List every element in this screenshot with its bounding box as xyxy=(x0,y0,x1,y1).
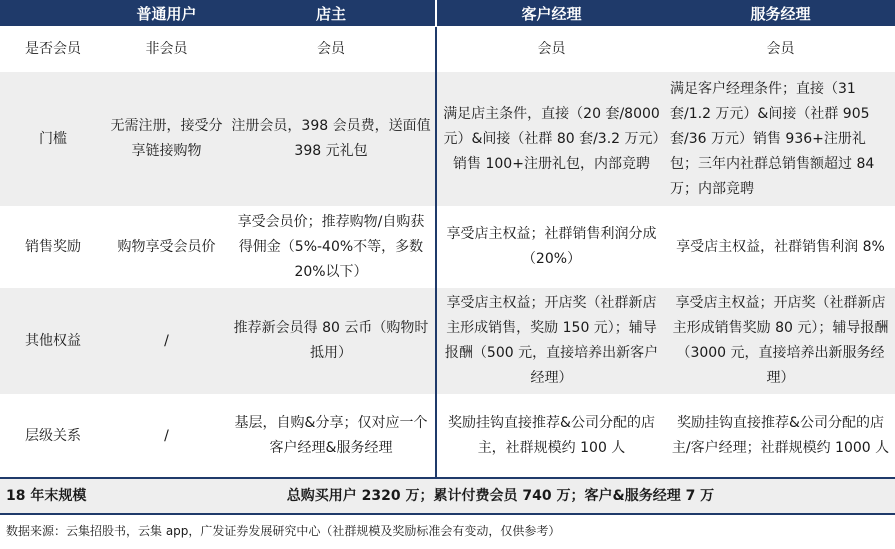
table-row xyxy=(0,72,895,207)
table-row xyxy=(0,288,895,395)
table-cell: 无需注册，接受分享链接购物 xyxy=(106,72,227,207)
header-row xyxy=(0,0,895,27)
table-cell: 享受店主权益；开店奖（社群新店主形成销售，奖励 150 元）；辅导报酬（500 元，直接培养出新客户经理） xyxy=(436,288,666,395)
table-cell: 享受店主权益；社群销售利润分成（20%） xyxy=(436,207,666,288)
header-empty xyxy=(0,0,106,27)
table-cell: 奖励挂钩直接推荐&公司分配的店主/客户经理；社群规模约 1000 人 xyxy=(666,395,895,479)
table-cell: 奖励挂钩直接推荐&公司分配的店主，社群规模约 100 人 xyxy=(436,395,666,479)
table-cell: 注册会员，398 会员费，送面值 398 元礼包 xyxy=(227,72,436,207)
row-label: 层级关系 xyxy=(0,395,106,479)
table-cell: / xyxy=(106,395,227,479)
table-cell: 非会员 xyxy=(106,27,227,72)
row-label: 其他权益 xyxy=(0,288,106,395)
header-regular-user: 普通用户 xyxy=(106,0,227,27)
header-customer-manager: 客户经理 xyxy=(436,0,666,27)
table-cell: 享受店主权益，社群销售利润 8% xyxy=(666,207,895,288)
header-service-manager: 服务经理 xyxy=(666,0,895,27)
header-shop-owner: 店主 xyxy=(227,0,436,27)
row-label: 是否会员 xyxy=(0,27,106,72)
table-row xyxy=(0,207,895,288)
table-cell: 会员 xyxy=(666,27,895,72)
table-row xyxy=(0,27,895,72)
source-note: 数据来源：云集招股书，云集 app，广发证券发展研究中心（社群规模及奖励标准会有变动，仅供参考） xyxy=(6,524,561,538)
row-label: 门槛 xyxy=(0,72,106,207)
table-row xyxy=(0,395,895,479)
summary-row xyxy=(0,478,895,514)
table-cell: 购物享受会员价 xyxy=(106,207,227,288)
table-cell: 享受会员价；推荐购物/自购获得佣金（5%-40%不等，多数 20%以下） xyxy=(227,207,436,288)
table-cell: 推荐新会员得 80 云币（购物时抵用） xyxy=(227,288,436,395)
table-cell: 满足店主条件，直接（20 套/8000 元）&间接（社群 80 套/3.2 万元）销售 100+注册礼包，内部竞聘 xyxy=(436,72,666,207)
summary-label: 18 年末规模 xyxy=(0,478,106,514)
table-cell: 满足客户经理条件；直接（31 套/1.2 万元）&间接（社群 905 套/36 万元）销售 936+注册礼包；三年内社群总销售额超过 84 万；内部竞聘 xyxy=(666,72,895,207)
table-cell: / xyxy=(106,288,227,395)
table-cell: 会员 xyxy=(227,27,436,72)
summary-text: 总购买用户 2320 万；累计付费会员 740 万；客户&服务经理 7 万 xyxy=(106,478,895,514)
table-cell: 享受店主权益；开店奖（社群新店主形成销售奖励 80 元）；辅导报酬（3000 元，直接培养出新服务经理） xyxy=(666,288,895,395)
row-label: 销售奖励 xyxy=(0,207,106,288)
table-cell: 会员 xyxy=(436,27,666,72)
table-cell: 基层，自购&分享；仅对应一个客户经理&服务经理 xyxy=(227,395,436,479)
